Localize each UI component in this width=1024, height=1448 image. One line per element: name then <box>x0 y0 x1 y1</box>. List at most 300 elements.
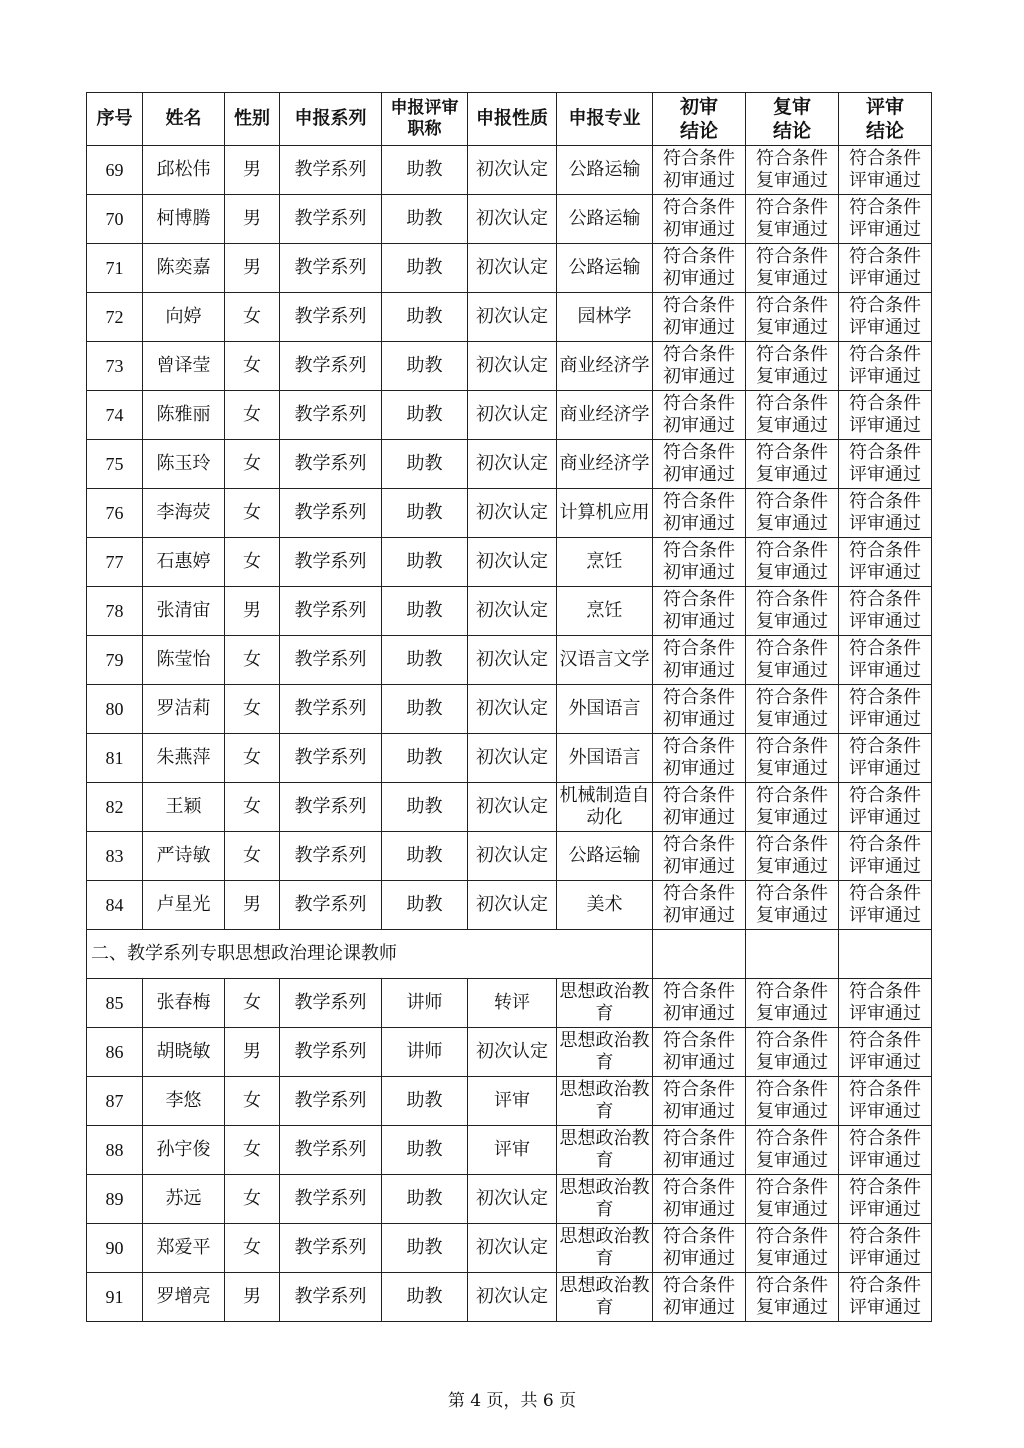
final-conclusion-cell <box>839 587 932 636</box>
series-cell: 教学系列 <box>280 636 382 685</box>
final-conclusion-cell-line1: 符合条件 <box>849 491 921 512</box>
name-cell: 孙宇俊 <box>143 1126 225 1175</box>
nature-cell: 初次认定 <box>468 195 557 244</box>
name-cell: 张清宙 <box>143 587 225 636</box>
table-row <box>87 489 932 538</box>
initial-conclusion-cell-line1: 符合条件 <box>663 1079 735 1100</box>
final-conclusion-cell-line1: 符合条件 <box>849 834 921 855</box>
initial-conclusion-cell-line1: 符合条件 <box>663 638 735 659</box>
review-results-table <box>86 92 932 1322</box>
table-row <box>87 979 932 1028</box>
header-major: 申报专业 <box>557 93 653 146</box>
second-conclusion-cell <box>746 342 839 391</box>
name-cell: 陈玉玲 <box>143 440 225 489</box>
initial-conclusion-cell-line2: 初审通过 <box>663 758 735 779</box>
title-cell: 助教 <box>382 195 468 244</box>
gender-cell: 女 <box>225 391 280 440</box>
initial-conclusion-cell <box>653 391 746 440</box>
second-conclusion-cell-line1: 符合条件 <box>756 1226 828 1247</box>
initial-conclusion-cell-line2: 初审通过 <box>663 170 735 191</box>
table-row <box>87 146 932 195</box>
index-cell: 89 <box>87 1175 143 1224</box>
final-conclusion-cell-line1: 符合条件 <box>849 1177 921 1198</box>
final-conclusion-cell-line2: 评审通过 <box>849 1248 921 1269</box>
second-conclusion-cell-line2: 复审通过 <box>756 366 828 387</box>
second-conclusion-cell-line2: 复审通过 <box>756 758 828 779</box>
initial-conclusion-cell-line1: 符合条件 <box>663 1226 735 1247</box>
header-final-line2: 结论 <box>865 120 904 142</box>
major-cell: 公路运输 <box>557 195 653 244</box>
footer-prefix: 第 <box>447 1391 465 1411</box>
final-conclusion-cell-line2: 评审通过 <box>849 1297 921 1318</box>
series-cell: 教学系列 <box>280 1224 382 1273</box>
name-cell: 王颖 <box>143 783 225 832</box>
series-cell: 教学系列 <box>280 783 382 832</box>
major-cell: 思想政治教育 <box>557 979 653 1028</box>
final-conclusion-cell-line1: 符合条件 <box>849 589 921 610</box>
initial-conclusion-cell <box>653 1028 746 1077</box>
final-conclusion-cell-line1: 符合条件 <box>849 540 921 561</box>
table-row <box>87 734 932 783</box>
title-cell: 助教 <box>382 783 468 832</box>
table-row <box>87 1273 932 1322</box>
name-cell: 郑爱平 <box>143 1224 225 1273</box>
initial-conclusion-cell-line2: 初审通过 <box>663 464 735 485</box>
major-cell: 思想政治教育 <box>557 1175 653 1224</box>
second-conclusion-cell-line2: 复审通过 <box>756 611 828 632</box>
initial-conclusion-cell-line1: 符合条件 <box>663 736 735 757</box>
series-cell: 教学系列 <box>280 195 382 244</box>
initial-conclusion-cell <box>653 685 746 734</box>
initial-conclusion-cell-line1: 符合条件 <box>663 834 735 855</box>
index-cell: 76 <box>87 489 143 538</box>
index-cell: 69 <box>87 146 143 195</box>
major-cell: 思想政治教育 <box>557 1077 653 1126</box>
table-row <box>87 783 932 832</box>
name-cell: 严诗敏 <box>143 832 225 881</box>
second-conclusion-cell-line1: 符合条件 <box>756 687 828 708</box>
series-cell: 教学系列 <box>280 244 382 293</box>
initial-conclusion-cell-line2: 初审通过 <box>663 366 735 387</box>
nature-cell: 初次认定 <box>468 391 557 440</box>
final-conclusion-cell-line2: 评审通过 <box>849 268 921 289</box>
final-conclusion-cell <box>839 440 932 489</box>
final-conclusion-cell-line2: 评审通过 <box>849 905 921 926</box>
final-conclusion-cell-line2: 评审通过 <box>849 415 921 436</box>
series-cell: 教学系列 <box>280 1273 382 1322</box>
series-cell: 教学系列 <box>280 685 382 734</box>
second-conclusion-cell-line2: 复审通过 <box>756 415 828 436</box>
major-cell: 公路运输 <box>557 832 653 881</box>
second-conclusion-cell-line1: 符合条件 <box>756 442 828 463</box>
final-conclusion-cell <box>839 293 932 342</box>
second-conclusion-cell-line2: 复审通过 <box>756 1248 828 1269</box>
final-conclusion-cell-line2: 评审通过 <box>849 317 921 338</box>
second-conclusion-cell-line2: 复审通过 <box>756 856 828 877</box>
nature-cell: 初次认定 <box>468 832 557 881</box>
initial-conclusion-cell-line2: 初审通过 <box>663 905 735 926</box>
final-conclusion-cell-line2: 评审通过 <box>849 1052 921 1073</box>
second-conclusion-cell <box>746 1273 839 1322</box>
series-cell: 教学系列 <box>280 440 382 489</box>
second-conclusion-cell <box>746 832 839 881</box>
gender-cell: 男 <box>225 881 280 930</box>
second-conclusion-cell-line2: 复审通过 <box>756 1052 828 1073</box>
final-conclusion-cell-line1: 符合条件 <box>849 393 921 414</box>
final-conclusion-cell <box>839 146 932 195</box>
header-title-line1: 申报评审 <box>390 98 459 118</box>
second-conclusion-cell-line2: 复审通过 <box>756 317 828 338</box>
header-second-conclusion <box>746 93 839 146</box>
final-conclusion-cell-line2: 评审通过 <box>849 709 921 730</box>
gender-cell: 女 <box>225 440 280 489</box>
name-cell: 陈莹怡 <box>143 636 225 685</box>
series-cell: 教学系列 <box>280 1126 382 1175</box>
nature-cell: 初次认定 <box>468 293 557 342</box>
final-conclusion-cell <box>839 1224 932 1273</box>
second-conclusion-cell-line2: 复审通过 <box>756 905 828 926</box>
gender-cell: 男 <box>225 146 280 195</box>
initial-conclusion-cell-line2: 初审通过 <box>663 660 735 681</box>
index-cell: 83 <box>87 832 143 881</box>
nature-cell: 初次认定 <box>468 734 557 783</box>
second-conclusion-cell <box>746 881 839 930</box>
final-conclusion-cell <box>839 391 932 440</box>
second-conclusion-cell-line2: 复审通过 <box>756 1199 828 1220</box>
final-conclusion-cell <box>839 832 932 881</box>
initial-conclusion-cell-line2: 初审通过 <box>663 268 735 289</box>
initial-conclusion-cell-line1: 符合条件 <box>663 1128 735 1149</box>
initial-conclusion-cell-line2: 初审通过 <box>663 415 735 436</box>
title-cell: 助教 <box>382 1175 468 1224</box>
final-conclusion-cell-line1: 符合条件 <box>849 785 921 806</box>
initial-conclusion-cell <box>653 293 746 342</box>
table-row <box>87 1077 932 1126</box>
major-cell: 商业经济学 <box>557 440 653 489</box>
header-second-line2: 结论 <box>772 120 811 142</box>
page-footer <box>0 1386 1024 1411</box>
title-cell: 助教 <box>382 391 468 440</box>
index-cell: 75 <box>87 440 143 489</box>
second-conclusion-cell <box>746 1028 839 1077</box>
second-conclusion-cell-line1: 符合条件 <box>756 883 828 904</box>
second-conclusion-cell <box>746 440 839 489</box>
final-conclusion-cell-line1: 符合条件 <box>849 197 921 218</box>
final-conclusion-cell-line1: 符合条件 <box>849 883 921 904</box>
table-row <box>87 636 932 685</box>
initial-conclusion-cell-line1: 符合条件 <box>663 246 735 267</box>
second-conclusion-cell-line1: 符合条件 <box>756 491 828 512</box>
initial-conclusion-cell-line2: 初审通过 <box>663 513 735 534</box>
title-cell: 助教 <box>382 734 468 783</box>
section-row <box>87 930 932 979</box>
title-cell: 助教 <box>382 244 468 293</box>
second-conclusion-cell-line1: 符合条件 <box>756 540 828 561</box>
initial-conclusion-cell-line2: 初审通过 <box>663 1150 735 1171</box>
initial-conclusion-cell <box>653 1175 746 1224</box>
second-conclusion-cell-line2: 复审通过 <box>756 660 828 681</box>
header-second-line1: 复审 <box>772 96 811 118</box>
table-row <box>87 1224 932 1273</box>
name-cell: 罗洁莉 <box>143 685 225 734</box>
name-cell: 卢星光 <box>143 881 225 930</box>
series-cell: 教学系列 <box>280 1028 382 1077</box>
title-cell: 讲师 <box>382 1028 468 1077</box>
second-conclusion-cell-line1: 符合条件 <box>756 736 828 757</box>
final-conclusion-cell-line2: 评审通过 <box>849 758 921 779</box>
index-cell: 74 <box>87 391 143 440</box>
title-cell: 讲师 <box>382 979 468 1028</box>
final-conclusion-cell <box>839 1273 932 1322</box>
name-cell: 陈雅丽 <box>143 391 225 440</box>
gender-cell: 男 <box>225 244 280 293</box>
final-conclusion-cell-line2: 评审通过 <box>849 366 921 387</box>
initial-conclusion-cell <box>653 1224 746 1273</box>
second-conclusion-cell-line1: 符合条件 <box>756 197 828 218</box>
initial-conclusion-cell-line2: 初审通过 <box>663 219 735 240</box>
final-conclusion-cell-line1: 符合条件 <box>849 981 921 1002</box>
final-conclusion-cell-line1: 符合条件 <box>849 148 921 169</box>
initial-conclusion-cell-line2: 初审通过 <box>663 1297 735 1318</box>
series-cell: 教学系列 <box>280 881 382 930</box>
initial-conclusion-cell <box>653 244 746 293</box>
major-cell: 公路运输 <box>557 146 653 195</box>
major-cell: 汉语言文学 <box>557 636 653 685</box>
second-conclusion-cell <box>746 293 839 342</box>
second-conclusion-cell <box>746 1224 839 1273</box>
series-cell: 教学系列 <box>280 489 382 538</box>
table-row <box>87 538 932 587</box>
second-conclusion-cell-line2: 复审通过 <box>756 464 828 485</box>
second-conclusion-cell-line1: 符合条件 <box>756 1030 828 1051</box>
footer-suffix: 页 <box>559 1391 577 1411</box>
major-cell: 园林学 <box>557 293 653 342</box>
final-conclusion-cell-line1: 符合条件 <box>849 442 921 463</box>
nature-cell: 转评 <box>468 979 557 1028</box>
final-conclusion-cell-line1: 符合条件 <box>849 1275 921 1296</box>
title-cell: 助教 <box>382 146 468 195</box>
nature-cell: 初次认定 <box>468 1224 557 1273</box>
final-conclusion-cell-line2: 评审通过 <box>849 562 921 583</box>
second-conclusion-cell <box>746 1126 839 1175</box>
header-index: 序号 <box>87 93 143 146</box>
initial-conclusion-cell-line2: 初审通过 <box>663 1248 735 1269</box>
index-cell: 72 <box>87 293 143 342</box>
nature-cell: 初次认定 <box>468 1273 557 1322</box>
initial-conclusion-cell <box>653 1126 746 1175</box>
initial-conclusion-cell-line1: 符合条件 <box>663 540 735 561</box>
major-cell: 美术 <box>557 881 653 930</box>
initial-conclusion-cell-line1: 符合条件 <box>663 589 735 610</box>
nature-cell: 初次认定 <box>468 1028 557 1077</box>
name-cell: 胡晓敏 <box>143 1028 225 1077</box>
index-cell: 79 <box>87 636 143 685</box>
gender-cell: 女 <box>225 1126 280 1175</box>
table-header <box>87 93 932 146</box>
final-conclusion-cell <box>839 1175 932 1224</box>
second-conclusion-cell-line1: 符合条件 <box>756 785 828 806</box>
table-row <box>87 881 932 930</box>
gender-cell: 女 <box>225 636 280 685</box>
final-conclusion-cell-line2: 评审通过 <box>849 1003 921 1024</box>
final-conclusion-cell-line1: 符合条件 <box>849 1226 921 1247</box>
nature-cell: 初次认定 <box>468 342 557 391</box>
second-conclusion-cell <box>746 244 839 293</box>
second-conclusion-cell <box>746 636 839 685</box>
second-conclusion-cell-line2: 复审通过 <box>756 513 828 534</box>
major-cell: 计算机应用 <box>557 489 653 538</box>
major-cell: 外国语言 <box>557 685 653 734</box>
final-conclusion-cell-line1: 符合条件 <box>849 736 921 757</box>
table-row <box>87 293 932 342</box>
index-cell: 70 <box>87 195 143 244</box>
second-conclusion-cell <box>746 734 839 783</box>
index-cell: 77 <box>87 538 143 587</box>
final-conclusion-cell <box>839 342 932 391</box>
major-cell: 思想政治教育 <box>557 1028 653 1077</box>
final-conclusion-cell-line1: 符合条件 <box>849 1128 921 1149</box>
gender-cell: 女 <box>225 489 280 538</box>
final-conclusion-cell-line2: 评审通过 <box>849 660 921 681</box>
major-cell: 商业经济学 <box>557 342 653 391</box>
name-cell: 陈奕嘉 <box>143 244 225 293</box>
final-conclusion-cell-line1: 符合条件 <box>849 246 921 267</box>
initial-conclusion-cell-line2: 初审通过 <box>663 317 735 338</box>
final-conclusion-cell <box>839 979 932 1028</box>
nature-cell: 评审 <box>468 1126 557 1175</box>
name-cell: 柯博腾 <box>143 195 225 244</box>
title-cell: 助教 <box>382 1077 468 1126</box>
initial-conclusion-cell-line1: 符合条件 <box>663 1275 735 1296</box>
header-nature: 申报性质 <box>468 93 557 146</box>
initial-conclusion-cell-line1: 符合条件 <box>663 687 735 708</box>
second-conclusion-cell-line2: 复审通过 <box>756 1003 828 1024</box>
nature-cell: 初次认定 <box>468 489 557 538</box>
index-cell: 80 <box>87 685 143 734</box>
second-conclusion-cell <box>746 979 839 1028</box>
second-conclusion-cell-line2: 复审通过 <box>756 170 828 191</box>
major-cell: 外国语言 <box>557 734 653 783</box>
initial-conclusion-cell-line2: 初审通过 <box>663 1003 735 1024</box>
initial-conclusion-cell-line2: 初审通过 <box>663 1101 735 1122</box>
index-cell: 85 <box>87 979 143 1028</box>
gender-cell: 女 <box>225 538 280 587</box>
major-cell: 公路运输 <box>557 244 653 293</box>
footer-page-number: 4 <box>470 1391 482 1411</box>
series-cell: 教学系列 <box>280 979 382 1028</box>
initial-conclusion-cell-line1: 符合条件 <box>663 442 735 463</box>
final-conclusion-cell-line1: 符合条件 <box>849 344 921 365</box>
nature-cell: 初次认定 <box>468 587 557 636</box>
index-cell: 71 <box>87 244 143 293</box>
initial-conclusion-cell <box>653 636 746 685</box>
final-conclusion-cell-line2: 评审通过 <box>849 807 921 828</box>
final-conclusion-cell-line2: 评审通过 <box>849 219 921 240</box>
final-conclusion-cell <box>839 685 932 734</box>
series-cell: 教学系列 <box>280 293 382 342</box>
final-conclusion-cell-line2: 评审通过 <box>849 170 921 191</box>
header-initial-line1: 初审 <box>679 96 718 118</box>
initial-conclusion-cell <box>653 146 746 195</box>
table-row <box>87 1126 932 1175</box>
initial-conclusion-cell-line1: 符合条件 <box>663 197 735 218</box>
nature-cell: 初次认定 <box>468 244 557 293</box>
name-cell: 张春梅 <box>143 979 225 1028</box>
index-cell: 81 <box>87 734 143 783</box>
initial-conclusion-cell-line1: 符合条件 <box>663 393 735 414</box>
initial-conclusion-cell <box>653 1273 746 1322</box>
gender-cell: 女 <box>225 979 280 1028</box>
gender-cell: 女 <box>225 1077 280 1126</box>
gender-cell: 男 <box>225 1028 280 1077</box>
index-cell: 84 <box>87 881 143 930</box>
index-cell: 73 <box>87 342 143 391</box>
second-conclusion-cell <box>746 195 839 244</box>
final-conclusion-cell-line2: 评审通过 <box>849 464 921 485</box>
title-cell: 助教 <box>382 1126 468 1175</box>
second-conclusion-cell <box>746 685 839 734</box>
gender-cell: 女 <box>225 685 280 734</box>
gender-cell: 女 <box>225 1224 280 1273</box>
major-cell: 烹饪 <box>557 538 653 587</box>
table-row <box>87 685 932 734</box>
title-cell: 助教 <box>382 1273 468 1322</box>
final-conclusion-cell-line2: 评审通过 <box>849 856 921 877</box>
second-conclusion-cell <box>746 146 839 195</box>
final-conclusion-cell <box>839 881 932 930</box>
initial-conclusion-cell-line1: 符合条件 <box>663 785 735 806</box>
name-cell: 朱燕萍 <box>143 734 225 783</box>
second-conclusion-cell-line1: 符合条件 <box>756 246 828 267</box>
initial-conclusion-cell-line2: 初审通过 <box>663 709 735 730</box>
second-conclusion-cell-line1: 符合条件 <box>756 981 828 1002</box>
final-conclusion-cell <box>839 1028 932 1077</box>
index-cell: 86 <box>87 1028 143 1077</box>
second-conclusion-cell-line2: 复审通过 <box>756 709 828 730</box>
initial-conclusion-cell-line1: 符合条件 <box>663 491 735 512</box>
name-cell: 向婷 <box>143 293 225 342</box>
title-cell: 助教 <box>382 440 468 489</box>
second-conclusion-cell-line2: 复审通过 <box>756 1101 828 1122</box>
title-cell: 助教 <box>382 489 468 538</box>
initial-conclusion-cell-line2: 初审通过 <box>663 1199 735 1220</box>
second-conclusion-cell <box>746 783 839 832</box>
table-row <box>87 832 932 881</box>
header-row <box>87 93 932 146</box>
header-title <box>382 93 468 146</box>
table-row <box>87 440 932 489</box>
second-conclusion-cell-line1: 符合条件 <box>756 1275 828 1296</box>
header-title-line2: 职称 <box>407 119 442 139</box>
nature-cell: 初次认定 <box>468 538 557 587</box>
index-cell: 78 <box>87 587 143 636</box>
name-cell: 石惠婷 <box>143 538 225 587</box>
second-conclusion-cell <box>746 489 839 538</box>
title-cell: 助教 <box>382 342 468 391</box>
title-cell: 助教 <box>382 1224 468 1273</box>
second-conclusion-cell-line1: 符合条件 <box>756 834 828 855</box>
final-conclusion-cell-line1: 符合条件 <box>849 1079 921 1100</box>
second-conclusion-cell-line2: 复审通过 <box>756 219 828 240</box>
section-empty-initial <box>653 930 746 979</box>
second-conclusion-cell-line1: 符合条件 <box>756 1177 828 1198</box>
initial-conclusion-cell <box>653 538 746 587</box>
gender-cell: 女 <box>225 293 280 342</box>
gender-cell: 女 <box>225 783 280 832</box>
title-cell: 助教 <box>382 587 468 636</box>
footer-total-pages: 6 <box>542 1391 554 1411</box>
series-cell: 教学系列 <box>280 342 382 391</box>
